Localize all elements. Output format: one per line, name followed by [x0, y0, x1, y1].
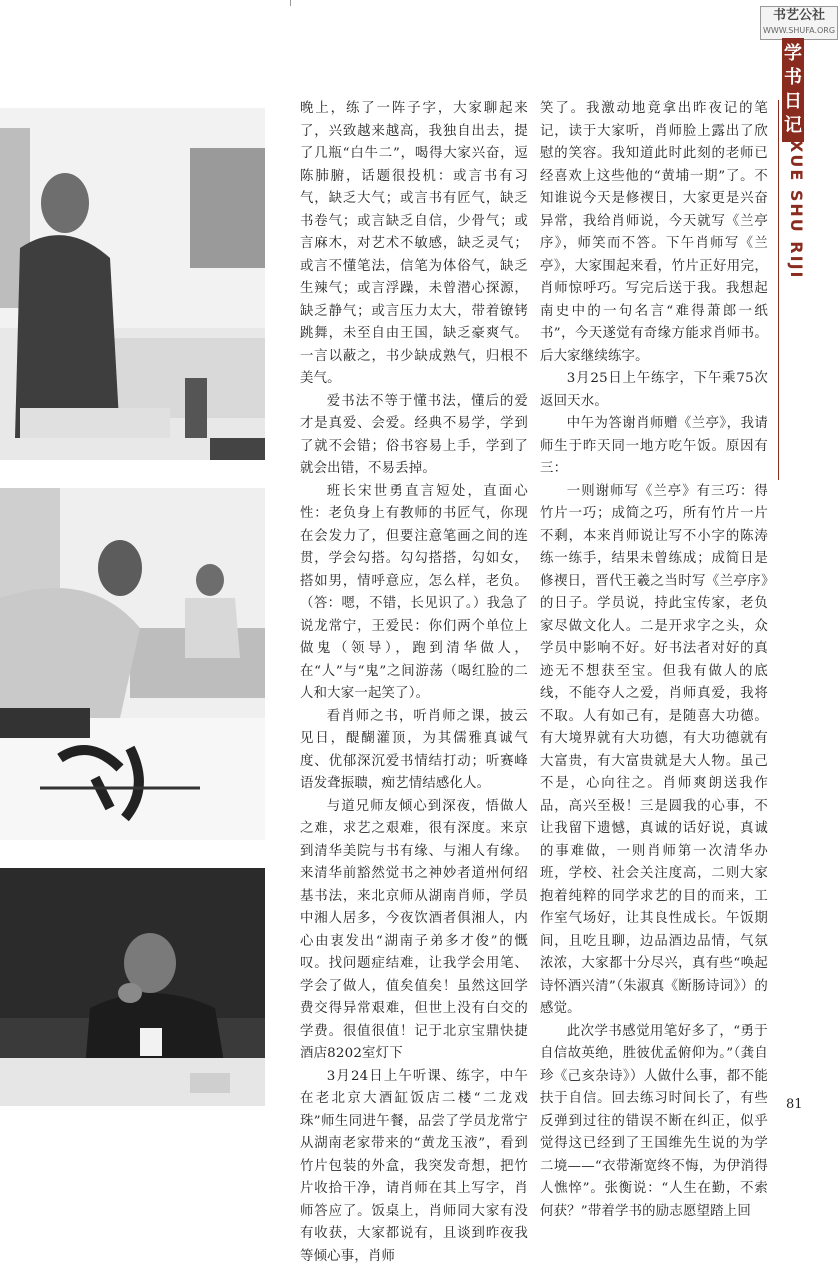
body-paragraph: 看肖师之书，听肖师之课，披云见日，醍醐灌顶，为其儒雅真诚气度、优郁深沉爱书情结打动；听赛峰语发聋振聩，痴艺情结感化人。	[300, 706, 528, 796]
photo-teacher-writing	[0, 488, 265, 840]
logo-site: WWW.SHUFA.ORG	[761, 25, 837, 37]
body-paragraph: 此次学书感觉用笔好多了，“勇于自信故英绝，胜彼优孟俯仰为。”（龚自珍《己亥杂诗》）人做什么事，都不能扶于自信。回去练习时间长了，有些反弹到过往的错误不断在纠正，似乎觉得这已经到了王国维先生说的为学二境——“衣带渐宽终不悔，为伊消得人憔悴”。张衡说：“人生在勤，不索何获？”带着学书的励志愿望踏上回	[540, 1021, 768, 1224]
sidebar-rule	[778, 100, 779, 480]
body-paragraph: 中午为答谢肖师赠《兰亭》，我请师生于昨天同一地方吃午饭。原因有三：	[540, 413, 768, 481]
body-paragraph: 爱书法不等于懂书法，懂后的爱才是真爱、会爱。经典不易学，学到了就不会错；俗书容易上手，学到了就会出错，不易丢掉。	[300, 391, 528, 481]
body-paragraph: 与道兄师友倾心到深夜，悟做人之难，求艺之艰难，很有深度。来京到清华美院与书有缘、与湘人有缘。来清华前豁然觉书之神妙者道州何绍基书法，来北京师从湖南肖师，学员中湘人居多，今夜饮酒者俱湘人，内心由衷发出“湖南子弟多才俊”的慨叹。找问题症结难，让我学会用笔、学会了做人，值矣值矣！虽然这回学费交得异常艰难，但世上没有白交的学费。很值很值！记于北京宝鼎快捷酒店8202室灯下	[300, 796, 528, 1066]
section-char: 日	[782, 90, 804, 114]
text-column-right	[540, 98, 768, 1223]
body-paragraph: 班长宋世勇直言短处，直面心性：老负身上有教师的书匠气，你现在会发力了，但要注意笔画之间的连贯，学会勾搭。勾勾搭搭，勾如女，搭如男，情呼意应，怎么样，老负。（答：嗯，不错，长见识了。）我急了说龙常宁，王爱民：你们两个单位上做鬼（领导），跑到清华做人，在“人”与“鬼”之间游荡（喝红脸的二人和大家一起笑了）。	[300, 481, 528, 706]
section-label	[782, 38, 804, 142]
text-column-middle	[300, 98, 528, 1268]
top-divider	[290, 0, 291, 6]
body-paragraph: 晚上，练了一阵子字，大家聊起来了，兴致越来越高，我独自出去，提了几瓶“白牛二”，喝得大家兴奋，逗陈肺腑，话题很投机：或言书有习气，缺乏大气；或言书有匠气，缺乏书卷气；或言缺乏自信，少骨气；或言麻木，对艺术不敏感，缺乏灵气；或言不懂笔法，信笔为体俗气，缺乏生辣气；或言浮躁，未曾潜心探源，缺乏静气；或言压力太大，带着镣铐跳舞，未至自由王国，缺乏豪爽气。一言以蔽之，书少缺成熟气，归根不美气。	[300, 98, 528, 391]
section-char: 记	[782, 114, 804, 138]
section-char: 书	[782, 66, 804, 90]
photo-teacher-standing	[0, 108, 265, 460]
body-paragraph: 3月25日上午练字，下午乘75次返回天水。	[540, 368, 768, 413]
logo-name: 书艺公社	[761, 7, 837, 25]
section-char: 学	[782, 42, 804, 66]
body-paragraph: 一则谢师写《兰亭》有三巧：得竹片一巧；成简之巧，所有竹片一片不剩，本来肖师说让写不小字的陈涛练一练手，结果未曾练成；成简日是修禊日，晋代王羲之当时写《兰亭序》的日子。学员说，持此宝传家，老负家尽做文化人。二是开求字之头，众学员中影响不好。好书法者对好的真迹无不想获至宝。但我有做人的底线，不能夺人之爱，肖师真爱，我将不取。人有如己有，是随喜大功德。有大境界就有大功德，有大功德就有大富贵，有大富贵就是大人物。虽己不是，心向往之。肖师爽朗送我作品，高兴至极！三是圆我的心事，不让我留下遗憾，真诚的话好说，真诚的事难做，一则肖师第一次清华办班，学校、社会关注度高，二则大家抱着纯粹的同学求艺的目的而来，工作室气场好，让其良性成长。午饭期间，且吃且聊，边品酒边品情，气氛浓浓，大家都十分尽兴，真有些“唤起诗怀酒兴清”（朱淑真《断肠诗词》）的感觉。	[540, 481, 768, 1021]
section-pinyin: XUE SHU RIJI	[784, 140, 806, 280]
publisher-logo	[760, 6, 838, 40]
page-number: 81	[786, 1097, 803, 1112]
body-paragraph: 笑了。我激动地竟拿出昨夜记的笔记，读于大家听，肖师脸上露出了欣慰的笑容。我知道此时此刻的老师已经喜欢上这些他的“黄埔一期”了。不知谁说今天是修禊日，大家更是兴奋异常，我给肖师说，今天就写《兰亭序》，师笑而不答。下午肖师写《兰亭》，大家围起来看，竹片正好用完，肖师惊呼巧。写完后送于我。我想起南史中的一句名言“难得萧郎一纸书”，今天遂觉有奇缘方能求肖师书。后大家继续练字。	[540, 98, 768, 368]
body-paragraph: 3月24日上午听课、练字，中午在老北京大酒缸饭店二楼“二龙戏珠”师生同进午餐，品尝了学员龙常宁从湖南老家带来的“黄龙玉液”，看到竹片包装的外盒，我突发奇想，把竹片收拾干净，请肖师在其上写字，肖师答应了。饭桌上，肖师同大家有没有收获，大家都说有，且谈到昨夜我等倾心事，肖师	[300, 1066, 528, 1268]
photo-teacher-talking	[0, 868, 265, 1106]
